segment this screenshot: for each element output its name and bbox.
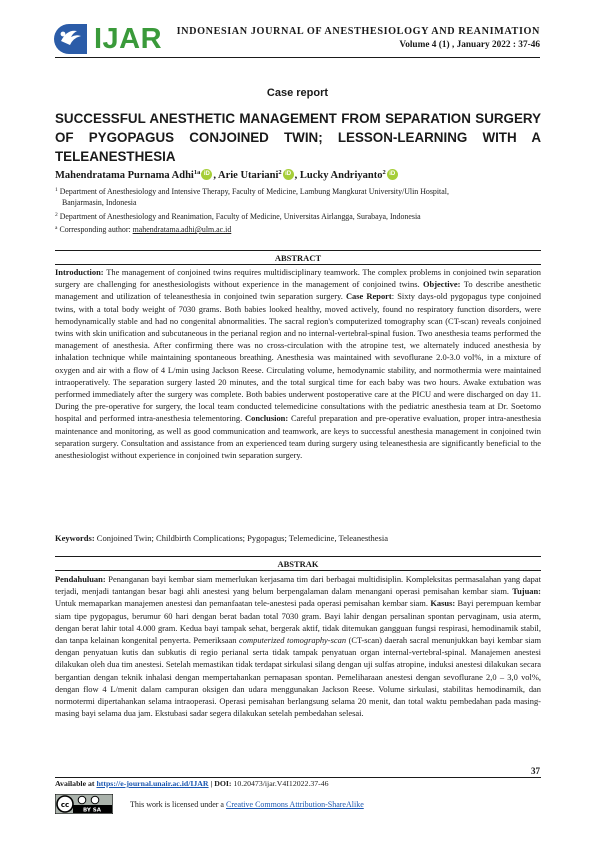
abstract-segment: Careful preparation and pre-operative evaluation, proper intra-anesthesia maintenance and monitoring, as well as good communication and teamwork, are keys to successful anesthesia management in conjoined twin separation surgery. Consultation and assistance from an experienced team during surgery using teleanesthesia are significantly beneficial to the anesthesiologist without experience in conjoined twin separation surgery. (55, 413, 541, 461)
abstrak-body (55, 573, 541, 719)
journal-volume: Volume 4 (1) , January 2022 : 37-46 (399, 40, 540, 50)
author-name: Mahendratama Purnama Adhi (55, 170, 194, 181)
keywords-label: Keywords: (55, 533, 97, 543)
affiliation: $^1$ Department of Anesthesiology and Intensive Therapy, Faculty of Medicine, Lambung Mangkurat University/Ulin Hospital, (55, 187, 449, 196)
footer-rule (55, 777, 541, 778)
abstract-body (55, 266, 541, 461)
availability-line: Available at https://e-journal.unair.ac.id/IJAR | DOI: 10.20473/ijar.V4I12022.37-46 (55, 779, 329, 788)
doi-text: 10.20473/ijar.V4I12022.37-46 (233, 779, 329, 788)
cc-badge-text: BY SA (82, 807, 102, 814)
journal-name: INDONESIAN JOURNAL OF ANESTHESIOLOGY AND REANIMATION (176, 26, 540, 37)
cc-license-icon[interactable] (55, 794, 113, 814)
author-affiliation-mark: 2 (382, 169, 386, 176)
corresponding-author: $^a$ Corresponding author: mahendratama.adhi@ulm.ac.id (55, 225, 232, 234)
abstrak-top-rule (55, 556, 541, 557)
keywords (55, 533, 541, 543)
author-list: Mahendratama Purnama Adhi$^{1a}$ iD , Arie Utariani$^2$ iD , Lucky Andriyanto$^2$ iD (55, 169, 541, 181)
journal-url-link[interactable]: https://e-journal.unair.ac.id/IJAR (96, 779, 209, 788)
abstract-heading-rule (55, 264, 541, 265)
author-name: Arie Utariani (218, 170, 279, 181)
license-link[interactable]: Creative Commons Attribution-ShareAlike (225, 800, 364, 809)
journal-logo-text: IJAR (94, 23, 163, 55)
orcid-icon[interactable]: iD (283, 169, 294, 180)
abstrak-heading: ABSTRAK (277, 559, 319, 569)
abstrak-segment: Kasus: (430, 598, 458, 609)
abstract-segment: Objective: (422, 279, 464, 290)
author-affiliation-mark: 1a (193, 169, 201, 176)
svg-text:cc: cc (60, 801, 70, 809)
abstrak-segment: Penanganan bayi kembar siam memerlukan kerjasama tim dari berbagai multidisiplin. Kompleksitas permasalahan yang dapat terjadi, menjadi tantangan besar bagi ahli anestesi yang belum berpengalaman dalam menangani operasi pemisahan kembar siam. (55, 574, 541, 597)
abstract-top-rule (55, 250, 541, 251)
author-name: Lucky Andriyanto (299, 170, 383, 181)
abstract-heading: ABSTRACT (274, 253, 322, 263)
affiliation-continued: Banjarmasin, Indonesia (62, 198, 137, 207)
paper-title: SUCCESSFUL ANESTHETIC MANAGEMENT FROM SEPARATION SURGERY OF PYGOPAGUS CONJOINED TWIN; LESSON-LEARNING WITH A TELEANESTHESIA (55, 111, 541, 164)
abstract-segment: : Sixty days-old pygopagus type conjoined twins, with a total body weight of 7030 grams. Both babies looked healthy, moved actively, found no respiratory function disorders, were hemodynamically stable and had no congenital abnormalities. The sacral region's computerized tomography scan (CT-scan) reveals conjoined twins with skin unification and subcutaneous in the perianal region and no internal-vertebral-spinal fusion. Two anesthesia teams performed the management of anesthesia. After confirming there was no cross-circulation with the atropine test, we alternately induced anesthesia by inhalation technique while maintaining spontaneous breathing. Anesthesia was maintained with sevoflurane 2.0-3.0 vol%, in a mixture of oxygen and air with a flow of 4 L/min using Jackson Reese. Circulating volume, hemodynamic stability, and normothermia were maintained intraoperatively. The separation surgery lasted 20 minutes, and the total surgical time for each baby was two hours. Awake extubation was performed immediately after the surgery was complete. Both babies underwent postoperative care at the PICU and were discharged on day 11. During the pre-operative for surgery, the local team conducted telemedicine consultations with the pediatric anesthesia team at Dr. Soetomo hospital and performed intra-anesthesia telementoring. (55, 291, 541, 424)
abstract-segment: The management of conjoined twins requires multidisciplinary teamwork. The complex problems in conjoined twin separation surgery are challenging for anesthesiologists without experience in the management of conjoined twins. (55, 267, 541, 290)
page-number: 37 (531, 766, 540, 776)
abstrak-heading-rule (55, 570, 541, 571)
orcid-icon[interactable]: iD (201, 169, 212, 180)
header-rule (55, 57, 540, 58)
abstrak-segment: Tujuan: (512, 586, 541, 597)
license-line: This work is licensed under a Creative Commons Attribution-ShareAlike (130, 800, 364, 809)
orcid-icon[interactable]: iD (387, 169, 398, 180)
report-type: Case report (266, 87, 329, 99)
abstrak-segment: (CT-scan) daerah sacral menunjukkan bayi kembar siam dengan penyatuan kutis dan subkutis di regio perianal serta tidak tampak penyatuan organ internal-vertebral-spinal. Manajemen anestesi dilakukan oleh dua tim anestesi. Setelah memastikan tidak terdapat sirkulasi silang dengan uji sulfas atropine, induksi anestesi dilakukan secara bergantian dengan teknik inhalasi dengan mempertahankan pernapasan spontan. Pemeliharaan anestesi dengan sevoflurane 2,0 – 3,0 vol%, dengan flow 4 L/menit dalam campuran oksigen dan udara menggunakan Jackson Reese. Volume sirkulasi, stabilitas hemodinamik, dan normotermi dipertahankan selama intraoperasi. Operasi pemisahan berlangsung selama 20 menit, dan total waktu pembedahan pada masing-masing bayi selama dua jam. Ekstubasi sadar segera dilakukan setelah pembedahan selesai. (55, 635, 542, 719)
abstrak-segment: Untuk memaparkan manajemen anestesi dan pemanfaatan tele-anestesi pada operasi pemisahan kembar siam. (55, 598, 431, 609)
abstrak-segment: Bayi perempuan kembar siam tipe pygopagus, berumur 60 hari dengan berat badan total 7030 gram. Bayi lahir dengan persalinan spontan pervaginam, usia aterm, dengan berat lahir total 4.000 gram. Kedua bayi tampak sehat, bergerak aktif, tidak ditemukan gangguan fungsi respirasi, hemodinamik stabil, dan tanpa kelainan kongenital penyerta. Pemeriksaan (55, 598, 541, 646)
affiliation: $^2$ Department of Anesthesiology and Reanimation, Faculty of Medicine, Universitas Airlangga, Surabaya, Indonesia (55, 212, 421, 221)
author-email-link[interactable]: mahendratama.adhi@ulm.ac.id (132, 225, 232, 234)
author-affiliation-mark: 2 (278, 169, 282, 176)
abstract-segment: Conclusion: (245, 413, 291, 424)
abstract-segment: Introduction: (55, 267, 107, 277)
abstrak-segment: Pendahuluan: (55, 574, 109, 584)
keywords-text: Conjoined Twin; Childbirth Complications; Pygopagus; Telemedicine, Teleanesthesia (96, 533, 388, 543)
abstract-segment: Case Report (345, 291, 392, 302)
abstrak-segment: computerized tomography-scan (239, 635, 347, 646)
abstract-segment: To describe anesthetic management and utilization of teleanesthesia in conjoined twin separation surgery. (55, 279, 542, 302)
